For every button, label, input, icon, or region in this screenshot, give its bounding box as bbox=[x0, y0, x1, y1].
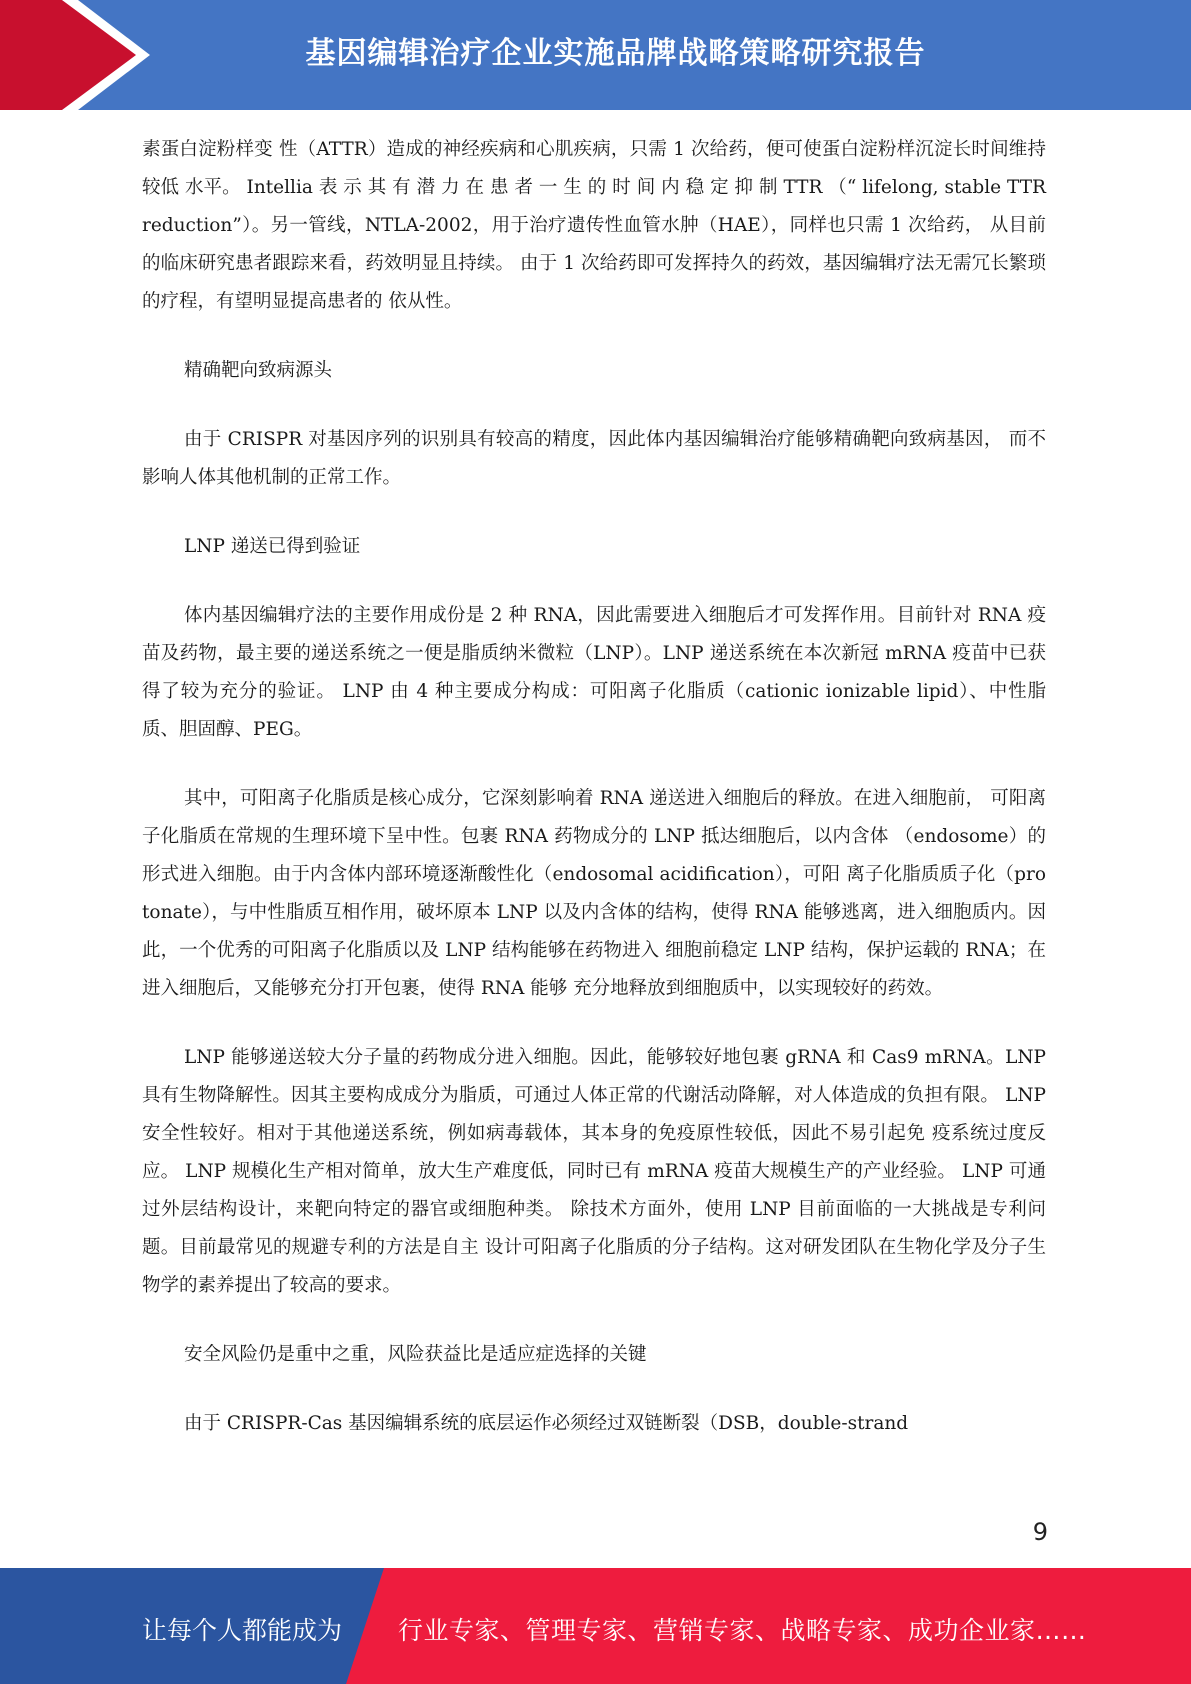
paragraph-crispr-precision: 由于 CRISPR 对基因序列的识别具有较高的精度，因此体内基因编辑治疗能够精确靶向致病基因， 而不影响人体其他机制的正常工作。 bbox=[142, 429, 1046, 488]
page-header bbox=[0, 0, 1191, 110]
paragraph-ionizable-lipid: 其中，可阳离子化脂质是核心成分，它深刻影响着 RNA 递送进入细胞后的释放。在进入细胞前， 可阳离子化脂质在常规的生理环境下呈中性。包裹 RNA 药物成分的 LNP 抵达细胞后，以内含体 （endosome）的形式进入细胞。由于内含体内部环境逐渐酸性化（endosomal acidification），可阳 离子化脂质质子化（protonate），与中性脂质互相作用，破坏原本 LNP 以及内含体的结构，使得 RNA 能够逃离，进入细胞质内。因此，一个优秀的可阳离子化脂质以及 LNP 结构能够在药物进入 细胞前稳定 LNP 结构，保护运载的 RNA；在进入细胞后，又能够充分打开包裹，使得 RNA 能够 充分地释放到细胞质中，以实现较好的药效。 bbox=[142, 788, 1046, 999]
paragraph-dsb: 由于 CRISPR-Cas 基因编辑系统的底层运作必须经过双链断裂（DSB，double-strand bbox=[184, 1413, 909, 1434]
paragraph-lnp-delivery: 体内基因编辑疗法的主要作用成份是 2 种 RNA，因此需要进入细胞后才可发挥作用。目前针对 RNA 疫苗及药物，最主要的递送系统之一便是脂质纳米微粒（LNP）。LNP 递送系统在本次新冠 mRNA 疫苗中已获得了较为充分的验证。 LNP 由 4 种主要成分构成：可阳离子化脂质（cationic ionizable lipid）、中性脂质、胆固醇、PEG。 bbox=[142, 605, 1046, 740]
subheading-lnp-validated: LNP 递送已得到验证 bbox=[184, 536, 361, 557]
paragraph-lnp-advantages: LNP 能够递送较大分子量的药物成分进入细胞。因此，能够较好地包裹 gRNA 和 Cas9 mRNA。LNP 具有生物降解性。因其主要构成成分为脂质，可通过人体正常的代谢活动降解，对人体造成的负担有限。 LNP 安全性较好。相对于其他递送系统，例如病毒载体，其本身的免疫原性较低，因此不易引起免 疫系统过度反应。 LNP 规模化生产相对简单，放大生产难度低，同时已有 mRNA 疫苗大规模生产的产业经验。 LNP 可通过外层结构设计，来靶向特定的器官或细胞种类。 除技术方面外，使用 LNP 目前面临的一大挑战是专利问题。目前最常见的规避专利的方法是自主 设计可阳离子化脂质的分子结构。这对研发团队在生物化学及分子生物学的素养提出了较高的要求。 bbox=[142, 1047, 1046, 1296]
report-title: 基因编辑治疗企业实施品牌战略策略研究报告 bbox=[305, 36, 926, 71]
paragraph-attr-treatment: 素蛋白淀粉样变 性（ATTR）造成的神经疾病和心肌疾病，只需 1 次给药，便可使蛋白淀粉样沉淀长时间维持较低 水平。 Intellia 表 示 其 有 潜 力 在 患 者 一 生 的 时 间 内 稳 定 抑 制 TTR （“ lifelong, stable TTR reduction”）。另一管线，NTLA-2002，用于治疗遗传性血管水肿（HAE），同样也只需 1 次给药， 从目前的临床研究患者跟踪来看，药效明显且持续。 由于 1 次给药即可发挥持久的药效，基因编辑疗法无需冗长繁琐的疗程，有望明显提高患者的 依从性。 bbox=[142, 139, 1046, 312]
page-number: 9 bbox=[1032, 1518, 1048, 1546]
footer-slogan-right: 行业专家、管理专家、营销专家、战略专家、成功企业家…… bbox=[398, 1616, 1087, 1645]
footer-slogan-left: 让每个人都能成为 bbox=[142, 1616, 343, 1645]
subheading-precise-targeting: 精确靶向致病源头 bbox=[184, 360, 333, 381]
document-body bbox=[142, 131, 1046, 1443]
page-footer bbox=[0, 1568, 1191, 1684]
subheading-safety-risk: 安全风险仍是重中之重，风险获益比是适应症选择的关键 bbox=[184, 1344, 647, 1365]
